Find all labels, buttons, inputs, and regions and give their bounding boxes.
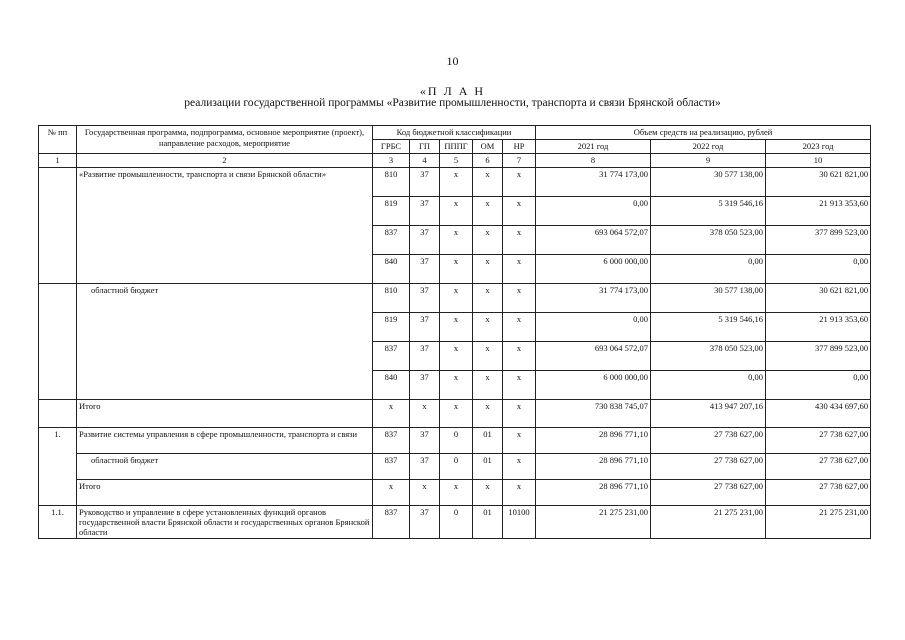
cell-grbs: 837 <box>373 454 410 480</box>
table-row <box>39 428 871 454</box>
cell-pppg: x <box>440 371 473 400</box>
row-num <box>39 400 77 428</box>
cell-pppg: x <box>440 284 473 313</box>
cell-2022: 5 319 546,16 <box>651 313 766 342</box>
cell-pppg: 0 <box>440 506 473 539</box>
cell-nr: x <box>503 454 536 480</box>
table-row <box>39 284 871 313</box>
header-volume: Объем средств на реализацию, рублей <box>536 126 871 140</box>
cell-2021: 6 000 000,00 <box>536 371 651 400</box>
header-pppg: ПППГ <box>440 140 473 154</box>
cell-2023: 27 738 627,00 <box>766 480 871 506</box>
cell-nr: x <box>503 226 536 255</box>
cell-2023: 30 621 821,00 <box>766 284 871 313</box>
cell-2022: 0,00 <box>651 371 766 400</box>
page-number: 10 <box>446 54 459 68</box>
cell-gp: x <box>410 400 440 428</box>
cell-gp: 37 <box>410 428 440 454</box>
document-title: «П Л А Н <box>419 84 486 98</box>
cell-2023: 377 899 523,00 <box>766 226 871 255</box>
cell-nr: x <box>503 480 536 506</box>
cell-2022: 27 738 627,00 <box>651 454 766 480</box>
cell-grbs: 819 <box>373 197 410 226</box>
column-number: 7 <box>503 154 536 168</box>
cell-pppg: x <box>440 313 473 342</box>
cell-om: x <box>473 284 503 313</box>
cell-2021: 693 064 572,07 <box>536 226 651 255</box>
column-number: 6 <box>473 154 503 168</box>
cell-grbs: 840 <box>373 255 410 284</box>
column-number: 1 <box>39 154 77 168</box>
cell-om: x <box>473 197 503 226</box>
cell-2022: 0,00 <box>651 255 766 284</box>
cell-2021: 28 896 771,10 <box>536 428 651 454</box>
column-number: 4 <box>410 154 440 168</box>
cell-pppg: x <box>440 168 473 197</box>
cell-om: 01 <box>473 428 503 454</box>
header-2021: 2021 год <box>536 140 651 154</box>
cell-2021: 28 896 771,10 <box>536 454 651 480</box>
column-number: 8 <box>536 154 651 168</box>
cell-2022: 413 947 207,16 <box>651 400 766 428</box>
program-name: «Развитие промышленности, транспорта и связи Брянской области» <box>77 168 373 284</box>
header-2022: 2022 год <box>651 140 766 154</box>
header-nr: НР <box>503 140 536 154</box>
cell-2022: 27 738 627,00 <box>651 428 766 454</box>
cell-gp: 37 <box>410 255 440 284</box>
cell-grbs: 810 <box>373 168 410 197</box>
cell-2023: 377 899 523,00 <box>766 342 871 371</box>
cell-om: x <box>473 313 503 342</box>
column-number: 2 <box>77 154 373 168</box>
column-number: 9 <box>651 154 766 168</box>
row-num <box>39 284 77 400</box>
cell-2021: 21 275 231,00 <box>536 506 651 539</box>
cell-nr: x <box>503 168 536 197</box>
cell-nr: x <box>503 342 536 371</box>
cell-pppg: 0 <box>440 428 473 454</box>
cell-gp: 37 <box>410 226 440 255</box>
header-kbk: Код бюджетной классификации <box>373 126 536 140</box>
cell-2021: 6 000 000,00 <box>536 255 651 284</box>
cell-grbs: 819 <box>373 313 410 342</box>
cell-pppg: x <box>440 400 473 428</box>
cell-2023: 0,00 <box>766 371 871 400</box>
cell-2022: 378 050 523,00 <box>651 342 766 371</box>
cell-2022: 21 275 231,00 <box>651 506 766 539</box>
cell-2021: 0,00 <box>536 313 651 342</box>
table-row-total <box>39 400 871 428</box>
cell-gp: 37 <box>410 313 440 342</box>
cell-nr: x <box>503 284 536 313</box>
cell-grbs: 840 <box>373 371 410 400</box>
table-row <box>39 168 871 197</box>
total-label: Итого <box>77 480 373 506</box>
cell-2023: 0,00 <box>766 255 871 284</box>
cell-om: x <box>473 168 503 197</box>
activity-name: Развитие системы управления в сфере промышленности, транспорта и связи <box>77 428 373 454</box>
cell-2021: 28 896 771,10 <box>536 480 651 506</box>
cell-grbs: 837 <box>373 506 410 539</box>
table-row <box>39 454 871 480</box>
document-subtitle: реализации государственной программы «Развитие промышленности, транспорта и связи Брянской области» <box>184 97 721 109</box>
cell-grbs: 837 <box>373 342 410 371</box>
row-num <box>39 168 77 284</box>
cell-grbs: x <box>373 480 410 506</box>
cell-om: x <box>473 255 503 284</box>
cell-grbs: 837 <box>373 226 410 255</box>
plan-table <box>38 125 871 539</box>
header-om: ОМ <box>473 140 503 154</box>
cell-gp: 37 <box>410 342 440 371</box>
cell-pppg: x <box>440 342 473 371</box>
cell-grbs: 810 <box>373 284 410 313</box>
cell-om: x <box>473 371 503 400</box>
header-gp: ГП <box>410 140 440 154</box>
header-2023: 2023 год <box>766 140 871 154</box>
cell-2022: 378 050 523,00 <box>651 226 766 255</box>
cell-2023: 21 913 353,60 <box>766 313 871 342</box>
cell-pppg: x <box>440 197 473 226</box>
cell-nr: x <box>503 313 536 342</box>
cell-2021: 693 064 572,07 <box>536 342 651 371</box>
cell-grbs: x <box>373 400 410 428</box>
cell-2022: 5 319 546,16 <box>651 197 766 226</box>
cell-gp: 37 <box>410 168 440 197</box>
cell-gp: 37 <box>410 371 440 400</box>
cell-gp: 37 <box>410 284 440 313</box>
cell-om: 01 <box>473 506 503 539</box>
cell-om: x <box>473 400 503 428</box>
cell-2021: 730 838 745,07 <box>536 400 651 428</box>
cell-pppg: x <box>440 255 473 284</box>
cell-om: x <box>473 226 503 255</box>
cell-pppg: x <box>440 480 473 506</box>
header-num: № пп <box>39 126 77 154</box>
cell-2022: 30 577 138,00 <box>651 168 766 197</box>
row-num: 1. <box>39 428 77 506</box>
cell-nr: x <box>503 255 536 284</box>
column-number: 10 <box>766 154 871 168</box>
cell-2022: 30 577 138,00 <box>651 284 766 313</box>
cell-pppg: 0 <box>440 454 473 480</box>
cell-gp: x <box>410 480 440 506</box>
cell-om: 01 <box>473 454 503 480</box>
activity-name: Руководство и управление в сфере установленных функций органов государственной власти Брянской области и государственных органов Брянской области <box>77 506 373 539</box>
cell-nr: 10100 <box>503 506 536 539</box>
table-header-row <box>39 126 871 140</box>
cell-om: x <box>473 342 503 371</box>
cell-2022: 27 738 627,00 <box>651 480 766 506</box>
cell-2023: 430 434 697,60 <box>766 400 871 428</box>
cell-2023: 27 738 627,00 <box>766 428 871 454</box>
cell-2023: 21 275 231,00 <box>766 506 871 539</box>
cell-nr: x <box>503 428 536 454</box>
table-row <box>39 506 871 539</box>
cell-gp: 37 <box>410 454 440 480</box>
cell-pppg: x <box>440 226 473 255</box>
cell-2021: 0,00 <box>536 197 651 226</box>
total-label: Итого <box>77 400 373 428</box>
cell-nr: x <box>503 400 536 428</box>
cell-nr: x <box>503 197 536 226</box>
cell-2021: 31 774 173,00 <box>536 168 651 197</box>
cell-2023: 30 621 821,00 <box>766 168 871 197</box>
cell-nr: x <box>503 371 536 400</box>
row-num: 1.1. <box>39 506 77 539</box>
cell-grbs: 837 <box>373 428 410 454</box>
cell-2023: 27 738 627,00 <box>766 454 871 480</box>
column-number: 5 <box>440 154 473 168</box>
budget-source-name: областной бюджет <box>77 454 373 480</box>
header-grbs: ГРБС <box>373 140 410 154</box>
column-number-row <box>39 154 871 168</box>
budget-source-name: областной бюджет <box>77 284 373 400</box>
cell-2021: 31 774 173,00 <box>536 284 651 313</box>
cell-om: x <box>473 480 503 506</box>
cell-2023: 21 913 353,60 <box>766 197 871 226</box>
header-name: Государственная программа, подпрограмма, основное мероприятие (проект), направление расходов, мероприятие <box>77 126 373 154</box>
cell-gp: 37 <box>410 506 440 539</box>
table-row-total <box>39 480 871 506</box>
cell-gp: 37 <box>410 197 440 226</box>
column-number: 3 <box>373 154 410 168</box>
